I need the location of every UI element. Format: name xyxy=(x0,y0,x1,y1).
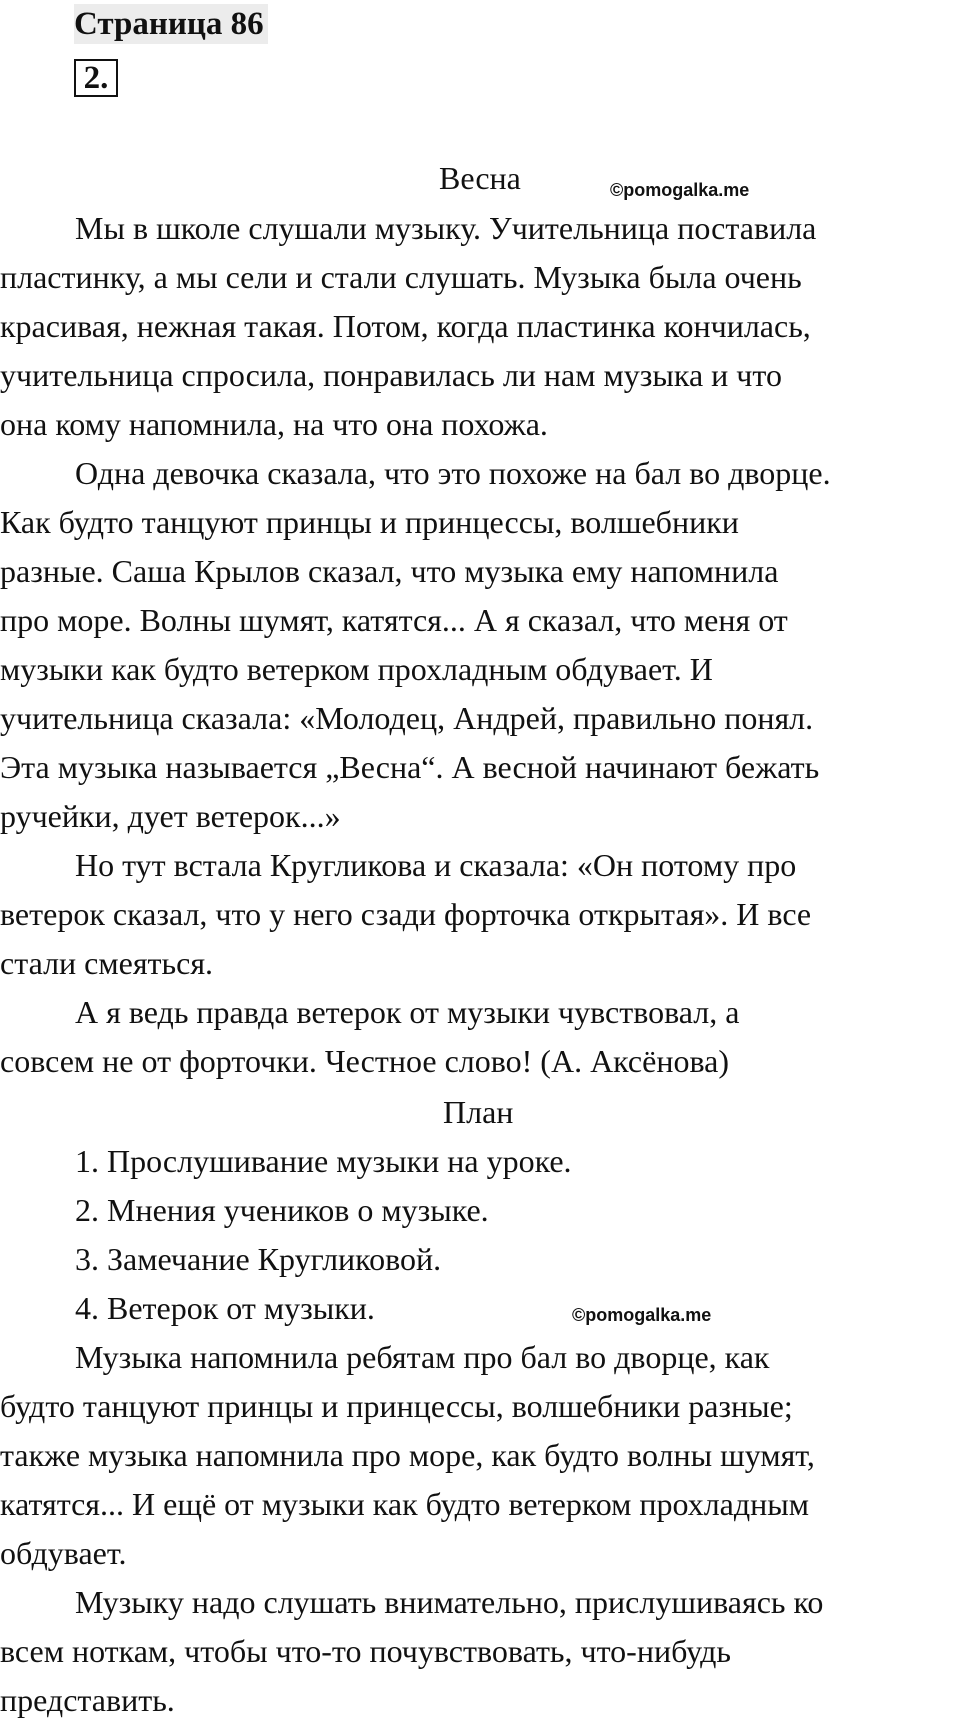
plan-title: План xyxy=(443,1094,514,1130)
text-line: музыки как будто ветерком прохладным обдувает. И xyxy=(0,651,713,687)
text-line: А я ведь правда ветерок от музыки чувствовал, а xyxy=(75,994,740,1030)
text-line: будто танцуют принцы и принцессы, волшебники разные; xyxy=(0,1388,793,1424)
plan-item: 4. Ветерок от музыки. xyxy=(75,1290,375,1326)
text-line: ветерок сказал, что у него сзади форточка открытая». И все xyxy=(0,896,812,932)
answer-paragraph xyxy=(0,1333,960,1578)
story-paragraph xyxy=(0,204,960,449)
text-line: Одна девочка сказала, что это похоже на бал во дворце. xyxy=(75,455,831,491)
text-line: Мы в школе слушали музыку. Учительница поставила xyxy=(75,210,817,246)
text-line: про море. Волны шумят, катятся... А я сказал, что меня от xyxy=(0,602,788,638)
text-line: Как будто танцуют принцы и принцессы, волшебники xyxy=(0,504,739,540)
text-line: совсем не от форточки. Честное слово! (А. Аксёнова) xyxy=(0,1043,729,1079)
text-line: Эта музыка называется „Весна“. А весной начинают бежать xyxy=(0,749,820,785)
text-line: всем ноткам, чтобы что-то почувствовать, что-нибудь xyxy=(0,1633,731,1669)
text-line: представить. xyxy=(0,1682,175,1718)
watermark-bottom: ©pomogalka.me xyxy=(572,1305,712,1325)
text-line: катятся... И ещё от музыки как будто ветерком прохладным xyxy=(0,1486,810,1522)
story-title: Весна xyxy=(439,160,521,196)
plan-item: 3. Замечание Кругликовой. xyxy=(75,1241,442,1277)
text-line: пластинку, а мы сели и стали слушать. Музыка была очень xyxy=(0,259,802,295)
text-line: обдувает. xyxy=(0,1535,127,1571)
text-line: ручейки, дует ветерок...» xyxy=(0,798,341,834)
text-line: Но тут встала Кругликова и сказала: «Он потому про xyxy=(75,847,797,883)
page-title: Страница 86 xyxy=(74,4,268,44)
text-line: стали смеяться. xyxy=(0,945,214,981)
answer-paragraph xyxy=(0,1578,960,1725)
story-text xyxy=(0,204,960,1086)
text-line: она кому напомнила, на что она похожа. xyxy=(0,406,548,442)
plan-item: 2. Мнения учеников о музыке. xyxy=(75,1192,489,1228)
text-line: красивая, нежная такая. Потом, когда пластинка кончилась, xyxy=(0,308,811,344)
text-line: учительница спросила, понравилась ли нам музыка и что xyxy=(0,357,782,393)
story-paragraph xyxy=(0,841,960,988)
text-line: Музыка напомнила ребятам про бал во дворце, как xyxy=(75,1339,770,1375)
watermark-top: ©pomogalka.me xyxy=(610,180,750,200)
story-paragraph xyxy=(0,449,960,841)
text-line: учительница сказала: «Молодец, Андрей, правильно понял. xyxy=(0,700,814,736)
answer-text xyxy=(0,1333,960,1725)
text-line: разные. Саша Крылов сказал, что музыка ему напомнила xyxy=(0,553,779,589)
story-paragraph xyxy=(0,988,960,1086)
plan-item: 1. Прослушивание музыки на уроке. xyxy=(75,1143,572,1179)
plan-list xyxy=(75,1137,572,1333)
task-number-box: 2. xyxy=(74,59,118,97)
text-line: также музыка напомнила про море, как будто волны шумят, xyxy=(0,1437,815,1473)
text-line: Музыку надо слушать внимательно, прислушиваясь ко xyxy=(75,1584,824,1620)
